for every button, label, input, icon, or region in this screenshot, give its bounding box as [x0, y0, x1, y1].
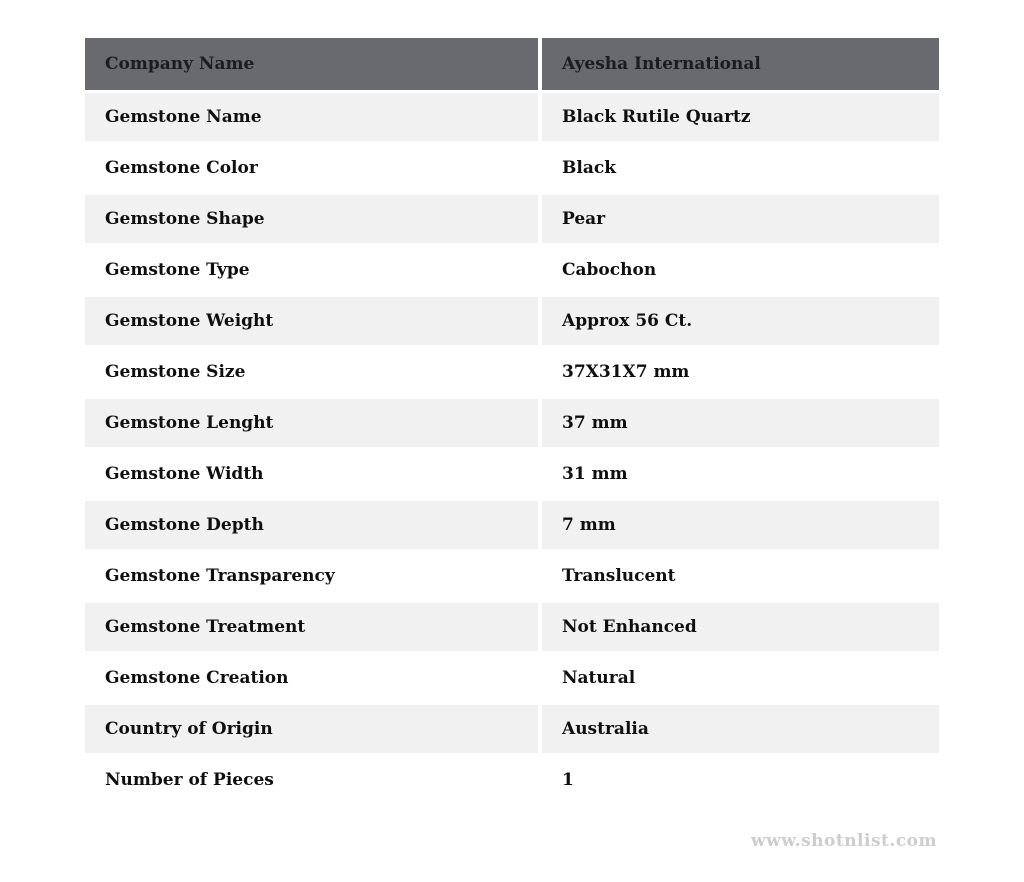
watermark-text: www.shotnlist.com — [750, 831, 937, 851]
spec-label-cell: Number of Pieces — [85, 756, 538, 804]
spec-label-cell: Gemstone Lenght — [85, 399, 538, 447]
spec-label-cell: Gemstone Weight — [85, 297, 538, 345]
spec-value-cell: 37X31X7 mm — [542, 348, 939, 396]
spec-label-cell: Country of Origin — [85, 705, 538, 753]
header-label-cell: Company Name — [85, 38, 538, 90]
spec-label-cell: Gemstone Creation — [85, 654, 538, 702]
spec-value-cell: Approx 56 Ct. — [542, 297, 939, 345]
spec-label-cell: Gemstone Shape — [85, 195, 538, 243]
spec-value-cell: 1 — [542, 756, 939, 804]
spec-value-cell: 7 mm — [542, 501, 939, 549]
spec-value-cell: Black Rutile Quartz — [542, 93, 939, 141]
spec-value-cell: 37 mm — [542, 399, 939, 447]
spec-value-cell: Black — [542, 144, 939, 192]
spec-label-cell: Gemstone Treatment — [85, 603, 538, 651]
spec-value-cell: Not Enhanced — [542, 603, 939, 651]
spec-label-cell: Gemstone Depth — [85, 501, 538, 549]
spec-value-cell: 31 mm — [542, 450, 939, 498]
gemstone-spec-table — [85, 38, 939, 804]
spec-value-cell: Translucent — [542, 552, 939, 600]
spec-value-cell: Cabochon — [542, 246, 939, 294]
spec-value-cell: Australia — [542, 705, 939, 753]
header-value-cell: Ayesha International — [542, 38, 939, 90]
spec-label-cell: Gemstone Name — [85, 93, 538, 141]
spec-label-cell: Gemstone Type — [85, 246, 538, 294]
spec-label-cell: Gemstone Width — [85, 450, 538, 498]
spec-value-cell: Pear — [542, 195, 939, 243]
spec-value-cell: Natural — [542, 654, 939, 702]
spec-label-cell: Gemstone Size — [85, 348, 538, 396]
spec-label-cell: Gemstone Transparency — [85, 552, 538, 600]
spec-label-cell: Gemstone Color — [85, 144, 538, 192]
